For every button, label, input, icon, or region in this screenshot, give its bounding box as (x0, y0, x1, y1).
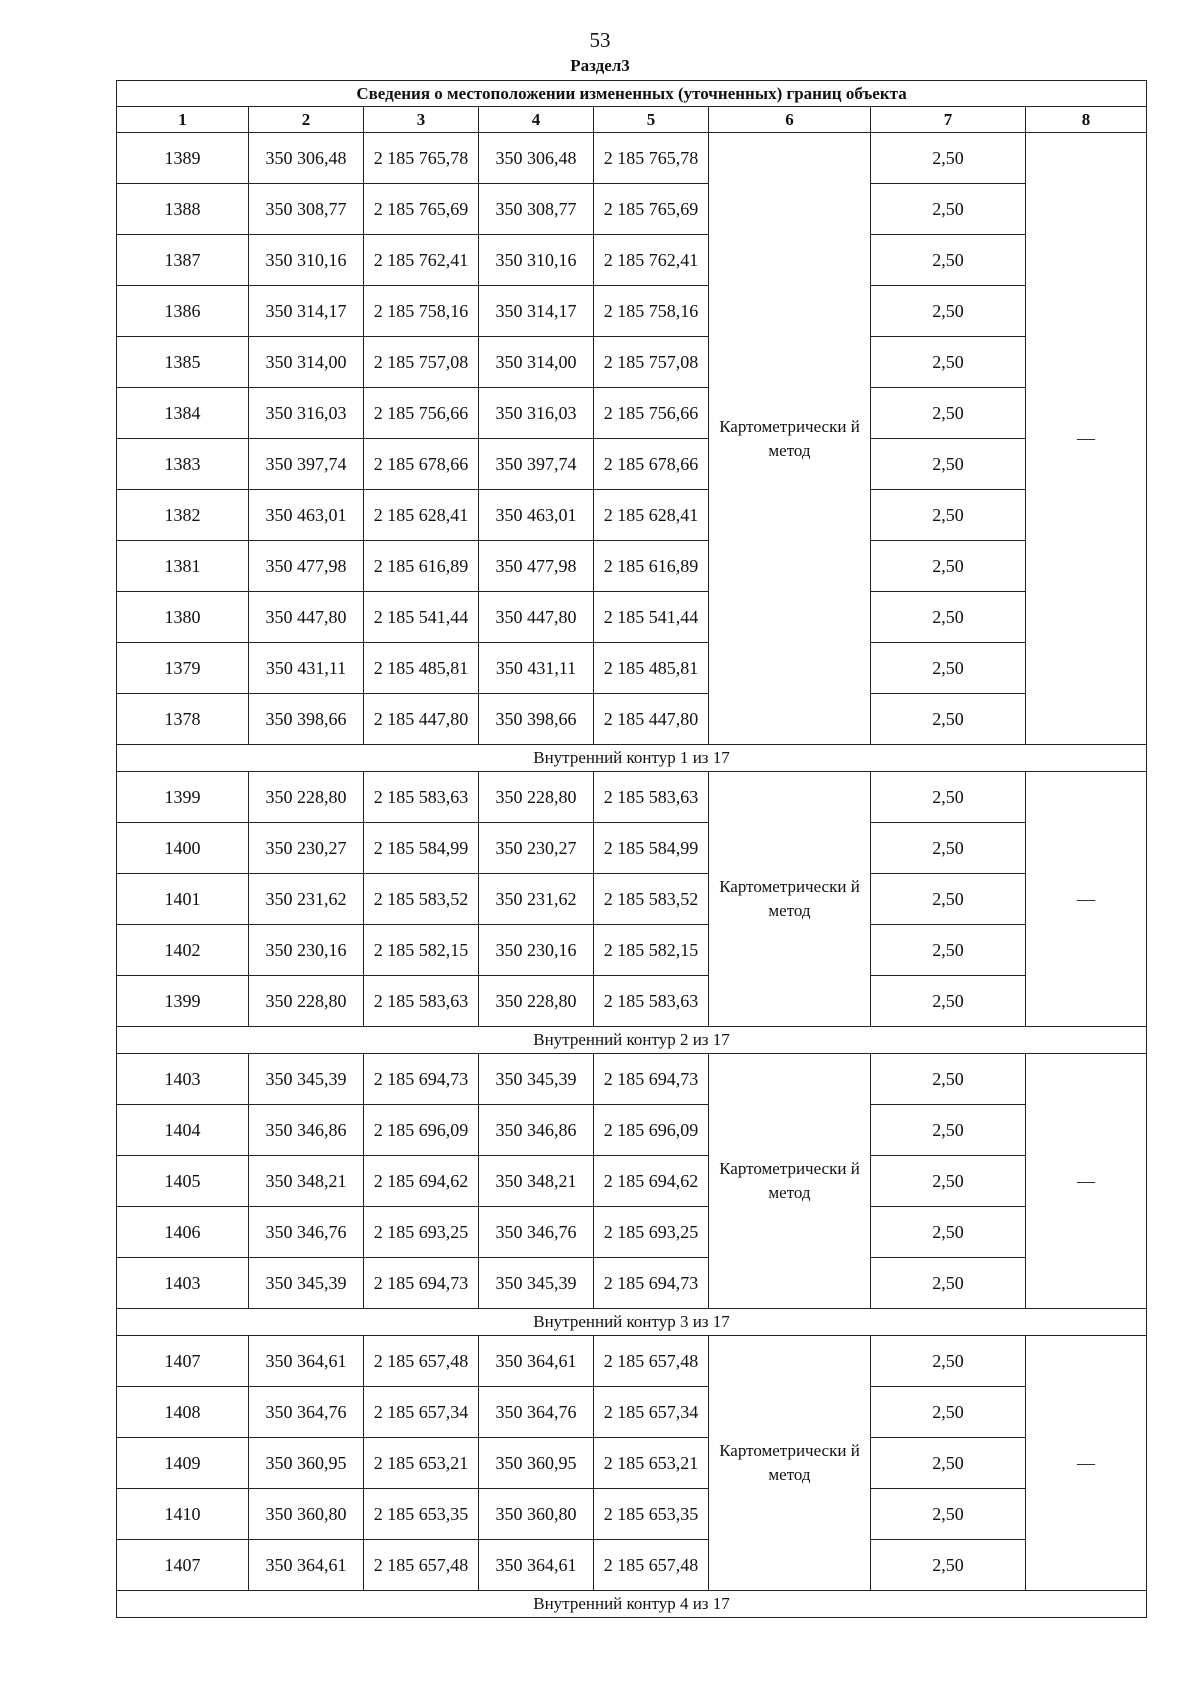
x-new-cell: 350 314,00 (479, 337, 594, 388)
point-number-cell: 1410 (117, 1489, 249, 1540)
y-new-cell: 2 185 657,34 (594, 1387, 709, 1438)
y-existing-cell: 2 185 765,69 (364, 184, 479, 235)
y-existing-cell: 2 185 583,63 (364, 976, 479, 1027)
point-number-cell: 1408 (117, 1387, 249, 1438)
y-existing-cell: 2 185 616,89 (364, 541, 479, 592)
point-number-cell: 1404 (117, 1105, 249, 1156)
point-number-cell: 1405 (117, 1156, 249, 1207)
y-new-cell: 2 185 694,73 (594, 1054, 709, 1105)
y-existing-cell: 2 185 541,44 (364, 592, 479, 643)
x-existing-cell: 350 228,80 (249, 976, 364, 1027)
contour-label-row (117, 1027, 1147, 1054)
table-row (117, 235, 1147, 286)
y-new-cell: 2 185 653,21 (594, 1438, 709, 1489)
y-new-cell: 2 185 765,78 (594, 133, 709, 184)
y-existing-cell: 2 185 653,35 (364, 1489, 479, 1540)
x-existing-cell: 350 364,76 (249, 1387, 364, 1438)
x-existing-cell: 350 348,21 (249, 1156, 364, 1207)
point-number-cell: 1378 (117, 694, 249, 745)
point-number-cell: 1380 (117, 592, 249, 643)
table-row (117, 133, 1147, 184)
notes-cell: — (1026, 1336, 1147, 1591)
x-existing-cell: 350 230,16 (249, 925, 364, 976)
y-new-cell: 2 185 541,44 (594, 592, 709, 643)
point-number-cell: 1407 (117, 1336, 249, 1387)
y-existing-cell: 2 185 756,66 (364, 388, 479, 439)
x-existing-cell: 350 306,48 (249, 133, 364, 184)
y-existing-cell: 2 185 694,73 (364, 1054, 479, 1105)
contour-label: Внутренний контур 2 из 17 (117, 1027, 1147, 1054)
precision-cell: 2,50 (871, 694, 1026, 745)
y-new-cell: 2 185 485,81 (594, 643, 709, 694)
y-existing-cell: 2 185 583,63 (364, 772, 479, 823)
point-number-cell: 1400 (117, 823, 249, 874)
x-new-cell: 350 431,11 (479, 643, 594, 694)
x-new-cell: 350 397,74 (479, 439, 594, 490)
y-existing-cell: 2 185 485,81 (364, 643, 479, 694)
x-existing-cell: 350 345,39 (249, 1054, 364, 1105)
point-number-cell: 1384 (117, 388, 249, 439)
point-number-cell: 1401 (117, 874, 249, 925)
y-new-cell: 2 185 628,41 (594, 490, 709, 541)
x-new-cell: 350 346,86 (479, 1105, 594, 1156)
y-new-cell: 2 185 616,89 (594, 541, 709, 592)
y-new-cell: 2 185 757,08 (594, 337, 709, 388)
column-number: 1 (117, 107, 249, 133)
column-number-row (117, 107, 1147, 133)
y-new-cell: 2 185 765,69 (594, 184, 709, 235)
point-number-cell: 1407 (117, 1540, 249, 1591)
table-row (117, 1156, 1147, 1207)
y-existing-cell: 2 185 447,80 (364, 694, 479, 745)
table-row (117, 337, 1147, 388)
x-existing-cell: 350 346,76 (249, 1207, 364, 1258)
precision-cell: 2,50 (871, 1336, 1026, 1387)
x-new-cell: 350 345,39 (479, 1054, 594, 1105)
x-new-cell: 350 364,76 (479, 1387, 594, 1438)
precision-cell: 2,50 (871, 337, 1026, 388)
table-row (117, 541, 1147, 592)
column-number: 7 (871, 107, 1026, 133)
x-new-cell: 350 360,80 (479, 1489, 594, 1540)
y-new-cell: 2 185 584,99 (594, 823, 709, 874)
y-existing-cell: 2 185 765,78 (364, 133, 479, 184)
y-existing-cell: 2 185 628,41 (364, 490, 479, 541)
column-number: 4 (479, 107, 594, 133)
x-existing-cell: 350 228,80 (249, 772, 364, 823)
table-row (117, 184, 1147, 235)
x-new-cell: 350 364,61 (479, 1540, 594, 1591)
precision-cell: 2,50 (871, 1156, 1026, 1207)
y-existing-cell: 2 185 693,25 (364, 1207, 479, 1258)
x-existing-cell: 350 463,01 (249, 490, 364, 541)
x-existing-cell: 350 431,11 (249, 643, 364, 694)
table-row (117, 439, 1147, 490)
x-existing-cell: 350 364,61 (249, 1336, 364, 1387)
y-existing-cell: 2 185 584,99 (364, 823, 479, 874)
precision-cell: 2,50 (871, 388, 1026, 439)
table-row (117, 1387, 1147, 1438)
table-row (117, 976, 1147, 1027)
table-row (117, 490, 1147, 541)
x-new-cell: 350 477,98 (479, 541, 594, 592)
point-number-cell: 1389 (117, 133, 249, 184)
x-existing-cell: 350 316,03 (249, 388, 364, 439)
column-number: 2 (249, 107, 364, 133)
x-new-cell: 350 306,48 (479, 133, 594, 184)
precision-cell: 2,50 (871, 1054, 1026, 1105)
table-row (117, 694, 1147, 745)
table-row (117, 1438, 1147, 1489)
section-title: Раздел3 (570, 56, 630, 75)
notes-cell: — (1026, 772, 1147, 1027)
point-number-cell: 1402 (117, 925, 249, 976)
coordinates-table (116, 80, 1147, 1618)
y-new-cell: 2 185 693,25 (594, 1207, 709, 1258)
y-existing-cell: 2 185 694,62 (364, 1156, 479, 1207)
y-new-cell: 2 185 583,52 (594, 874, 709, 925)
precision-cell: 2,50 (871, 1105, 1026, 1156)
y-new-cell: 2 185 583,63 (594, 976, 709, 1027)
table-row (117, 1105, 1147, 1156)
precision-cell: 2,50 (871, 133, 1026, 184)
precision-cell: 2,50 (871, 286, 1026, 337)
y-existing-cell: 2 185 762,41 (364, 235, 479, 286)
y-new-cell: 2 185 657,48 (594, 1336, 709, 1387)
table-row (117, 1258, 1147, 1309)
precision-cell: 2,50 (871, 184, 1026, 235)
y-new-cell: 2 185 756,66 (594, 388, 709, 439)
point-number-cell: 1406 (117, 1207, 249, 1258)
precision-cell: 2,50 (871, 1387, 1026, 1438)
precision-cell: 2,50 (871, 1489, 1026, 1540)
x-new-cell: 350 230,27 (479, 823, 594, 874)
x-new-cell: 350 316,03 (479, 388, 594, 439)
contour-label-row (117, 1309, 1147, 1336)
table-row (117, 1207, 1147, 1258)
table-row (117, 1540, 1147, 1591)
precision-cell: 2,50 (871, 490, 1026, 541)
x-new-cell: 350 360,95 (479, 1438, 594, 1489)
precision-cell: 2,50 (871, 925, 1026, 976)
table-row (117, 1489, 1147, 1540)
precision-cell: 2,50 (871, 439, 1026, 490)
point-number-cell: 1381 (117, 541, 249, 592)
x-existing-cell: 350 345,39 (249, 1258, 364, 1309)
precision-cell: 2,50 (871, 643, 1026, 694)
precision-cell: 2,50 (871, 772, 1026, 823)
x-existing-cell: 350 364,61 (249, 1540, 364, 1591)
precision-cell: 2,50 (871, 592, 1026, 643)
point-number-cell: 1387 (117, 235, 249, 286)
x-new-cell: 350 345,39 (479, 1258, 594, 1309)
y-new-cell: 2 185 678,66 (594, 439, 709, 490)
y-existing-cell: 2 185 694,73 (364, 1258, 479, 1309)
precision-cell: 2,50 (871, 1258, 1026, 1309)
x-existing-cell: 350 314,00 (249, 337, 364, 388)
x-existing-cell: 350 230,27 (249, 823, 364, 874)
column-number: 8 (1026, 107, 1147, 133)
x-existing-cell: 350 397,74 (249, 439, 364, 490)
y-new-cell: 2 185 696,09 (594, 1105, 709, 1156)
y-existing-cell: 2 185 657,34 (364, 1387, 479, 1438)
precision-cell: 2,50 (871, 541, 1026, 592)
precision-cell: 2,50 (871, 1540, 1026, 1591)
point-number-cell: 1379 (117, 643, 249, 694)
y-existing-cell: 2 185 757,08 (364, 337, 479, 388)
precision-cell: 2,50 (871, 823, 1026, 874)
table-row (117, 388, 1147, 439)
table-row (117, 823, 1147, 874)
x-existing-cell: 350 314,17 (249, 286, 364, 337)
x-new-cell: 350 228,80 (479, 772, 594, 823)
page-number: 53 (589, 28, 611, 52)
table-row (117, 286, 1147, 337)
y-new-cell: 2 185 758,16 (594, 286, 709, 337)
y-existing-cell: 2 185 758,16 (364, 286, 479, 337)
x-new-cell: 350 398,66 (479, 694, 594, 745)
y-new-cell: 2 185 694,73 (594, 1258, 709, 1309)
table-row (117, 1054, 1147, 1105)
notes-cell: — (1026, 1054, 1147, 1309)
x-new-cell: 350 447,80 (479, 592, 594, 643)
x-new-cell: 350 228,80 (479, 976, 594, 1027)
method-cell: Картометрически й метод (709, 1054, 871, 1309)
point-number-cell: 1385 (117, 337, 249, 388)
precision-cell: 2,50 (871, 1438, 1026, 1489)
x-new-cell: 350 364,61 (479, 1336, 594, 1387)
point-number-cell: 1399 (117, 772, 249, 823)
point-number-cell: 1403 (117, 1054, 249, 1105)
table-row (117, 925, 1147, 976)
point-number-cell: 1386 (117, 286, 249, 337)
x-new-cell: 350 463,01 (479, 490, 594, 541)
contour-label-row (117, 1591, 1147, 1618)
precision-cell: 2,50 (871, 235, 1026, 286)
x-existing-cell: 350 308,77 (249, 184, 364, 235)
table-row (117, 643, 1147, 694)
y-new-cell: 2 185 762,41 (594, 235, 709, 286)
method-cell: Картометрически й метод (709, 133, 871, 745)
y-existing-cell: 2 185 583,52 (364, 874, 479, 925)
x-existing-cell: 350 346,86 (249, 1105, 364, 1156)
x-existing-cell: 350 310,16 (249, 235, 364, 286)
x-new-cell: 350 310,16 (479, 235, 594, 286)
precision-cell: 2,50 (871, 874, 1026, 925)
y-new-cell: 2 185 582,15 (594, 925, 709, 976)
y-existing-cell: 2 185 653,21 (364, 1438, 479, 1489)
y-existing-cell: 2 185 657,48 (364, 1540, 479, 1591)
y-new-cell: 2 185 657,48 (594, 1540, 709, 1591)
y-existing-cell: 2 185 657,48 (364, 1336, 479, 1387)
y-existing-cell: 2 185 696,09 (364, 1105, 479, 1156)
x-new-cell: 350 308,77 (479, 184, 594, 235)
y-existing-cell: 2 185 678,66 (364, 439, 479, 490)
x-new-cell: 350 231,62 (479, 874, 594, 925)
point-number-cell: 1403 (117, 1258, 249, 1309)
point-number-cell: 1382 (117, 490, 249, 541)
notes-cell: — (1026, 133, 1147, 745)
x-new-cell: 350 314,17 (479, 286, 594, 337)
column-number: 3 (364, 107, 479, 133)
column-number: 6 (709, 107, 871, 133)
contour-label: Внутренний контур 4 из 17 (117, 1591, 1147, 1618)
x-existing-cell: 350 231,62 (249, 874, 364, 925)
y-new-cell: 2 185 653,35 (594, 1489, 709, 1540)
x-new-cell: 350 346,76 (479, 1207, 594, 1258)
contour-label-row (117, 745, 1147, 772)
x-new-cell: 350 348,21 (479, 1156, 594, 1207)
point-number-cell: 1388 (117, 184, 249, 235)
column-number: 5 (594, 107, 709, 133)
x-existing-cell: 350 447,80 (249, 592, 364, 643)
table-caption: Сведения о местоположении измененных (уточненных) границ объекта (117, 81, 1147, 107)
table-row (117, 592, 1147, 643)
y-new-cell: 2 185 694,62 (594, 1156, 709, 1207)
contour-label: Внутренний контур 1 из 17 (117, 745, 1147, 772)
point-number-cell: 1409 (117, 1438, 249, 1489)
x-existing-cell: 350 360,95 (249, 1438, 364, 1489)
x-new-cell: 350 230,16 (479, 925, 594, 976)
y-existing-cell: 2 185 582,15 (364, 925, 479, 976)
method-cell: Картометрически й метод (709, 772, 871, 1027)
method-cell: Картометрически й метод (709, 1336, 871, 1591)
contour-label: Внутренний контур 3 из 17 (117, 1309, 1147, 1336)
x-existing-cell: 350 398,66 (249, 694, 364, 745)
table-row (117, 874, 1147, 925)
table-row (117, 1336, 1147, 1387)
precision-cell: 2,50 (871, 976, 1026, 1027)
y-new-cell: 2 185 583,63 (594, 772, 709, 823)
table-row (117, 772, 1147, 823)
x-existing-cell: 350 477,98 (249, 541, 364, 592)
point-number-cell: 1399 (117, 976, 249, 1027)
point-number-cell: 1383 (117, 439, 249, 490)
y-new-cell: 2 185 447,80 (594, 694, 709, 745)
precision-cell: 2,50 (871, 1207, 1026, 1258)
x-existing-cell: 350 360,80 (249, 1489, 364, 1540)
